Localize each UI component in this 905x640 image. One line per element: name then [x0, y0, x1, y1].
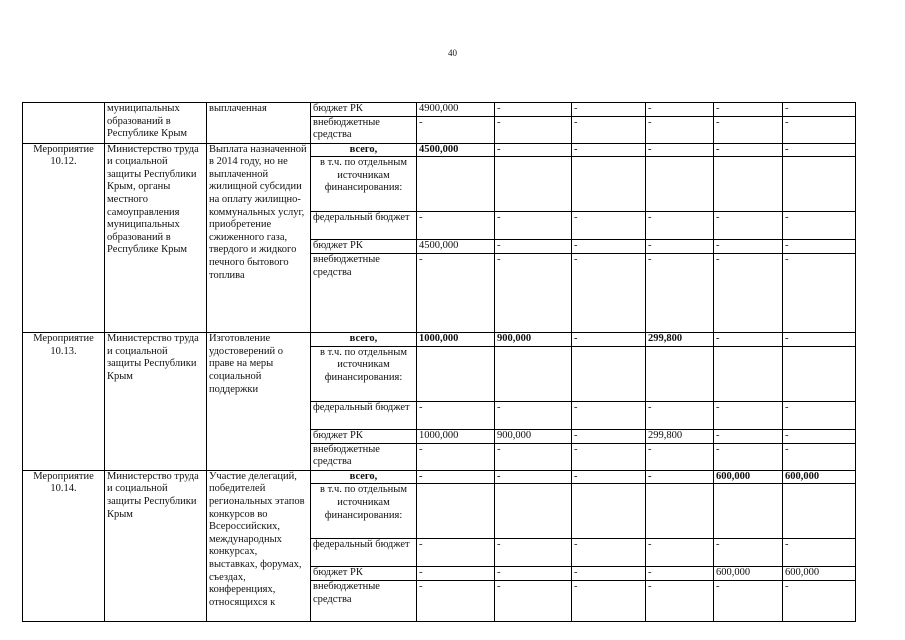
amount-cell: - [714, 240, 783, 254]
amount-cell: - [572, 443, 646, 470]
amount-cell: - [783, 581, 856, 622]
amount-cell: - [572, 116, 646, 143]
funding-source-cell: всего, [311, 470, 417, 484]
description-cell: Изготовление удостоверений о праве на меры социальной поддержки [207, 333, 311, 471]
amount-cell: - [495, 212, 572, 240]
funding-source-cell: бюджет РК [311, 240, 417, 254]
amount-cell: 600,000 [783, 567, 856, 581]
amount-cell [783, 157, 856, 212]
amount-cell [417, 157, 495, 212]
amount-cell: - [646, 116, 714, 143]
amount-cell: - [783, 539, 856, 567]
amount-cell: - [714, 212, 783, 240]
amount-cell: 900,000 [495, 333, 572, 347]
amount-cell: - [714, 116, 783, 143]
amount-cell: - [714, 581, 783, 622]
amount-cell: - [646, 254, 714, 333]
amount-cell: - [646, 240, 714, 254]
funding-source-cell: бюджет РК [311, 567, 417, 581]
amount-cell [646, 346, 714, 401]
amount-cell [646, 484, 714, 539]
amount-cell: 4500,000 [417, 240, 495, 254]
amount-cell: - [572, 581, 646, 622]
funding-source-cell: федеральный бюджет [311, 539, 417, 567]
amount-cell: - [646, 143, 714, 157]
table-row [23, 103, 856, 117]
table-row [23, 143, 856, 157]
amount-cell: - [572, 429, 646, 443]
amount-cell: - [417, 401, 495, 429]
amount-cell: 1000,000 [417, 429, 495, 443]
amount-cell: 4500,000 [417, 143, 495, 157]
executor-cell: муниципальных образований в Республике Крым [105, 103, 207, 144]
amount-cell: - [572, 240, 646, 254]
amount-cell: - [417, 254, 495, 333]
amount-cell: - [572, 254, 646, 333]
page-number: 40 [448, 48, 457, 58]
event-name-cell [23, 103, 105, 144]
amount-cell [417, 484, 495, 539]
executor-cell: Министерство труда и социальной защиты Республики Крым [105, 470, 207, 622]
description-cell: выплаченная [207, 103, 311, 144]
amount-cell: - [417, 443, 495, 470]
amount-cell [572, 346, 646, 401]
description-cell: Участие делегаций, победителей региональных этапов конкурсов во Всероссийских, международных конкурсах, выставках, форумах, съездах, конференциях, относящихся к [207, 470, 311, 622]
amount-cell: - [783, 429, 856, 443]
amount-cell: - [714, 443, 783, 470]
amount-cell [714, 484, 783, 539]
amount-cell: - [572, 212, 646, 240]
amount-cell: - [646, 212, 714, 240]
amount-cell: - [714, 429, 783, 443]
amount-cell: - [417, 116, 495, 143]
amount-cell: - [783, 143, 856, 157]
amount-cell: 299,800 [646, 429, 714, 443]
amount-cell [714, 346, 783, 401]
funding-source-cell: в т.ч. по отдельным источникам финансирования: [311, 157, 417, 212]
amount-cell: 900,000 [495, 429, 572, 443]
funding-source-cell: внебюджетные средства [311, 443, 417, 470]
amount-cell: - [495, 143, 572, 157]
amount-cell: - [495, 254, 572, 333]
amount-cell: - [417, 470, 495, 484]
amount-cell: - [714, 333, 783, 347]
amount-cell: - [495, 103, 572, 117]
amount-cell: - [572, 103, 646, 117]
amount-cell [783, 346, 856, 401]
event-name-cell: Мероприятие 10.13. [23, 333, 105, 471]
amount-cell: 600,000 [783, 470, 856, 484]
amount-cell: - [714, 103, 783, 117]
amount-cell: - [646, 401, 714, 429]
amount-cell: - [646, 581, 714, 622]
amount-cell: - [417, 212, 495, 240]
amount-cell: - [783, 333, 856, 347]
amount-cell [714, 157, 783, 212]
amount-cell: 4900,000 [417, 103, 495, 117]
amount-cell: - [714, 401, 783, 429]
budget-table [22, 102, 856, 622]
funding-source-cell: федеральный бюджет [311, 212, 417, 240]
amount-cell: - [714, 539, 783, 567]
amount-cell: - [495, 240, 572, 254]
amount-cell: - [495, 581, 572, 622]
amount-cell: - [572, 143, 646, 157]
amount-cell [646, 157, 714, 212]
amount-cell: - [417, 581, 495, 622]
funding-source-cell: федеральный бюджет [311, 401, 417, 429]
event-name-cell: Мероприятие 10.12. [23, 143, 105, 333]
amount-cell: - [572, 401, 646, 429]
amount-cell: - [646, 470, 714, 484]
funding-source-cell: внебюджетные средства [311, 581, 417, 622]
amount-cell: - [783, 212, 856, 240]
amount-cell: - [572, 470, 646, 484]
amount-cell: - [417, 539, 495, 567]
amount-cell: - [572, 333, 646, 347]
amount-cell: 600,000 [714, 470, 783, 484]
amount-cell: - [572, 567, 646, 581]
amount-cell: - [714, 254, 783, 333]
amount-cell: - [646, 443, 714, 470]
table-row [23, 333, 856, 347]
amount-cell: - [714, 143, 783, 157]
amount-cell: - [783, 240, 856, 254]
table-body [23, 103, 856, 622]
executor-cell: Министерство труда и социальной защиты Республики Крым, органы местного самоуправления муниципальных образований в Республике Крым [105, 143, 207, 333]
amount-cell [572, 484, 646, 539]
amount-cell: - [783, 116, 856, 143]
funding-source-cell: в т.ч. по отдельным источникам финансирования: [311, 484, 417, 539]
amount-cell [783, 484, 856, 539]
amount-cell: 600,000 [714, 567, 783, 581]
amount-cell: - [495, 470, 572, 484]
amount-cell: - [495, 567, 572, 581]
amount-cell [495, 346, 572, 401]
amount-cell: - [572, 539, 646, 567]
amount-cell: - [646, 539, 714, 567]
funding-source-cell: всего, [311, 333, 417, 347]
table-row [23, 470, 856, 484]
amount-cell: - [646, 103, 714, 117]
amount-cell: - [783, 103, 856, 117]
amount-cell [495, 484, 572, 539]
amount-cell: - [783, 254, 856, 333]
amount-cell: - [495, 401, 572, 429]
funding-source-cell: бюджет РК [311, 429, 417, 443]
amount-cell: - [646, 567, 714, 581]
amount-cell: - [783, 443, 856, 470]
funding-source-cell: внебюджетные средства [311, 116, 417, 143]
amount-cell: 1000,000 [417, 333, 495, 347]
amount-cell [495, 157, 572, 212]
event-name-cell: Мероприятие 10.14. [23, 470, 105, 622]
amount-cell: - [495, 539, 572, 567]
funding-source-cell: бюджет РК [311, 103, 417, 117]
amount-cell [417, 346, 495, 401]
funding-source-cell: в т.ч. по отдельным источникам финансирования: [311, 346, 417, 401]
amount-cell: - [495, 116, 572, 143]
description-cell: Выплата назначенной в 2014 году, но не выплаченной жилищной субсидии на оплату жилищно-коммунальных услуг, приобретение сжиженного газа, твердого и жидкого печного бытового топлива [207, 143, 311, 333]
amount-cell: - [783, 401, 856, 429]
funding-source-cell: внебюджетные средства [311, 254, 417, 333]
executor-cell: Министерство труда и социальной защиты Республики Крым [105, 333, 207, 471]
funding-source-cell: всего, [311, 143, 417, 157]
amount-cell [572, 157, 646, 212]
amount-cell: - [495, 443, 572, 470]
amount-cell: 299,800 [646, 333, 714, 347]
amount-cell: - [417, 567, 495, 581]
